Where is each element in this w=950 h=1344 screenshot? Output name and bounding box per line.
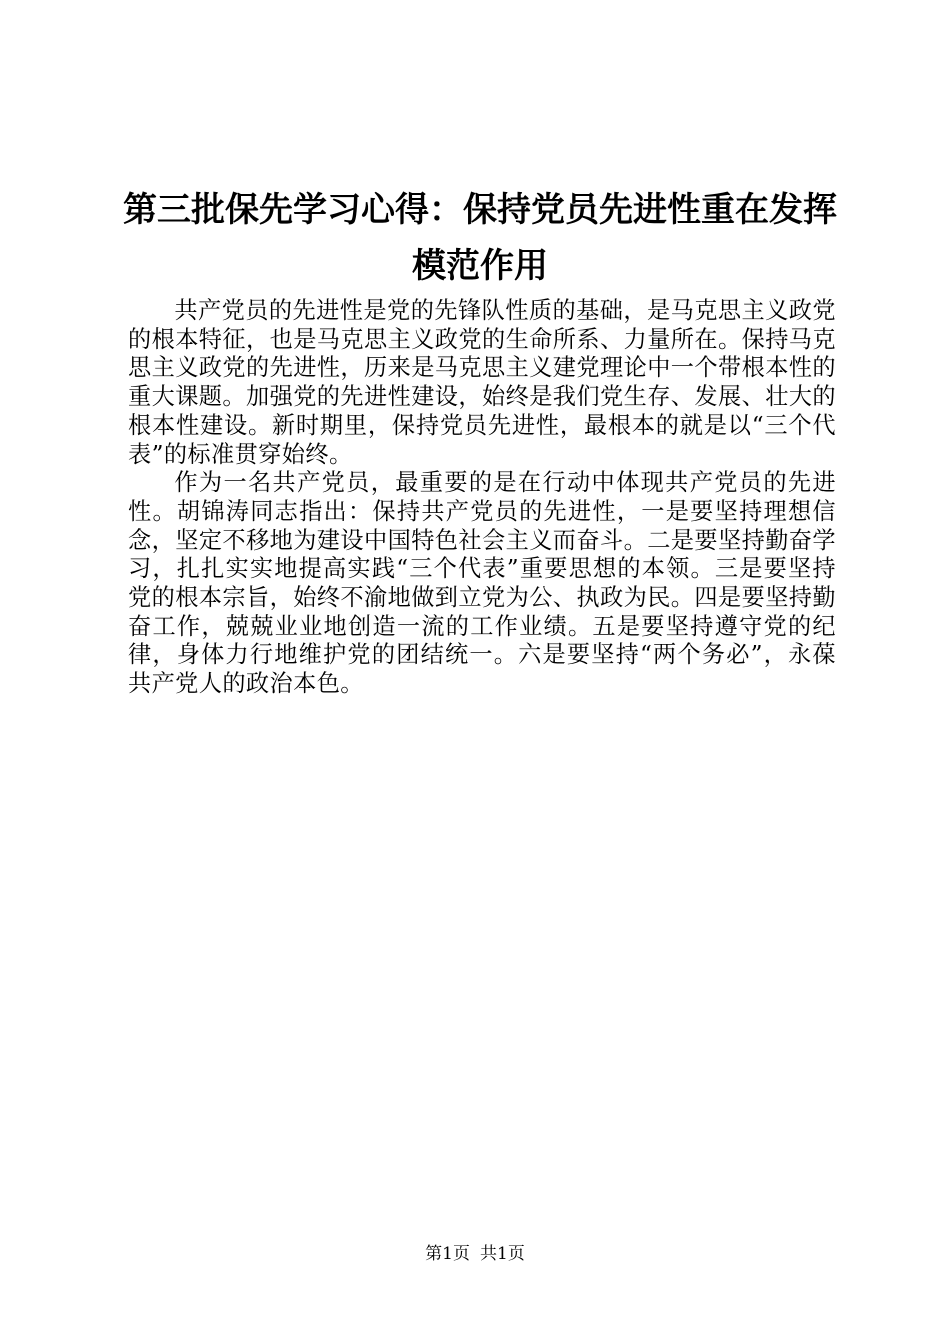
page-total: 共1页: [480, 1244, 525, 1264]
document-body: [128, 297, 836, 699]
paragraph-1: 共产党员的先进性是党的先锋队性质的基础，是马克思主义政党的根本特征，也是马克思主义政党的生命所系、力量所在。保持马克思主义政党的先进性，历来是马克思主义建党理论中一个带根本性的重大课题。加强党的先进性建设，始终是我们党生存、发展、壮大的根本性建设。新时期里，保持党员先进性，最根本的就是以“三个代表”的标准贯穿始终。: [128, 297, 836, 468]
page-number: 第1页: [425, 1244, 470, 1264]
page-footer: [0, 1243, 950, 1265]
paragraph-2: 作为一名共产党员，最重要的是在行动中体现共产党员的先进性。胡锦涛同志指出：保持共产党员的先进性，一是要坚持理想信念，坚定不移地为建设中国特色社会主义而奋斗。二是要坚持勤奋学习，扎扎实实地提高实践“三个代表”重要思想的本领。三是要坚持党的根本宗旨，始终不渝地做到立党为公、执政为民。四是要坚持勤奋工作，兢兢业业地创造一流的工作业绩。五是要坚持遵守党的纪律，身体力行地维护党的团结统一。六是要坚持“两个务必”，永葆共产党人的政治本色。: [128, 469, 836, 698]
document-title: 第三批保先学习心得：保持党员先进性重在发挥模范作用: [123, 190, 837, 286]
